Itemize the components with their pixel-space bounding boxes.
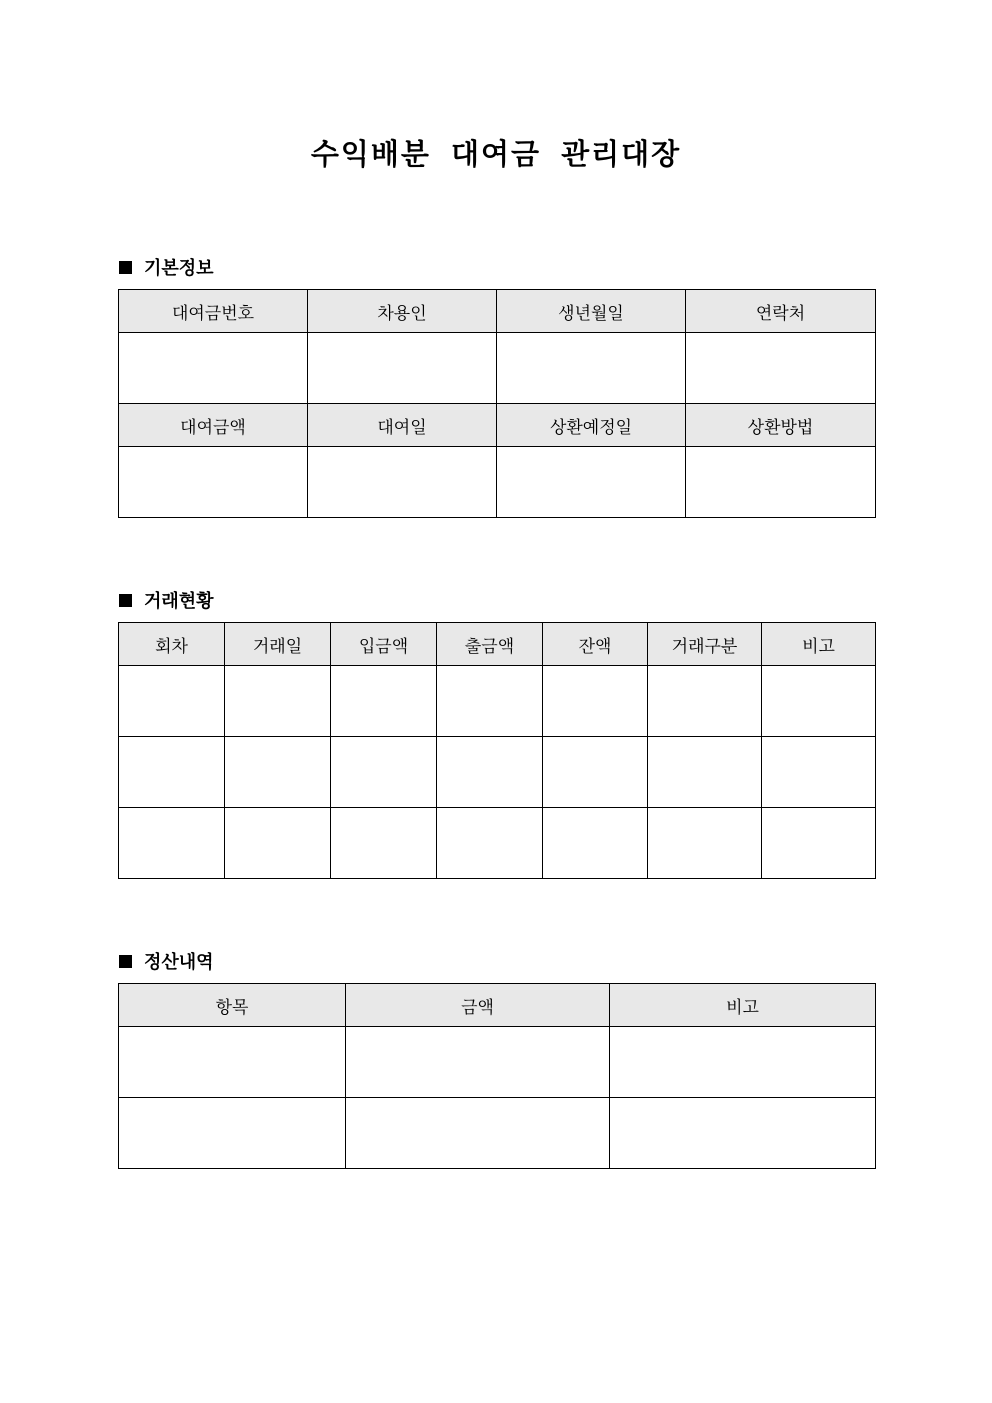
transactions-table	[118, 622, 876, 879]
header-cell: 대여금번호	[119, 290, 308, 333]
input-cell[interactable]	[225, 666, 331, 737]
input-cell[interactable]	[308, 333, 497, 404]
input-cell[interactable]	[119, 1027, 346, 1098]
input-cell[interactable]	[497, 447, 686, 518]
section-heading-basic-info	[119, 254, 214, 280]
input-cell[interactable]	[686, 333, 876, 404]
header-cell: 거래일	[225, 623, 331, 666]
input-cell[interactable]	[437, 737, 543, 808]
table-row	[119, 737, 876, 808]
input-cell[interactable]	[762, 737, 876, 808]
input-cell[interactable]	[119, 447, 308, 518]
input-cell[interactable]	[610, 1027, 876, 1098]
input-cell[interactable]	[762, 666, 876, 737]
section-heading-label: 기본정보	[144, 258, 214, 279]
section-heading-label: 정산내역	[144, 952, 214, 973]
header-cell: 비고	[610, 984, 876, 1027]
table-row	[119, 447, 876, 518]
input-cell[interactable]	[543, 666, 648, 737]
section-heading-settlement	[119, 948, 214, 974]
header-cell: 생년월일	[497, 290, 686, 333]
header-cell: 항목	[119, 984, 346, 1027]
input-cell[interactable]	[331, 737, 437, 808]
table-row	[119, 808, 876, 879]
input-cell[interactable]	[119, 808, 225, 879]
input-cell[interactable]	[346, 1098, 610, 1169]
input-cell[interactable]	[225, 808, 331, 879]
header-cell: 연락처	[686, 290, 876, 333]
basic-info-table	[118, 289, 876, 518]
input-cell[interactable]	[308, 447, 497, 518]
input-cell[interactable]	[437, 666, 543, 737]
input-cell[interactable]	[437, 808, 543, 879]
table-row	[119, 666, 876, 737]
input-cell[interactable]	[648, 808, 762, 879]
input-cell[interactable]	[119, 666, 225, 737]
header-cell: 회차	[119, 623, 225, 666]
header-cell: 대여금액	[119, 404, 308, 447]
header-cell: 비고	[762, 623, 876, 666]
header-cell: 금액	[346, 984, 610, 1027]
section-heading-transactions	[119, 587, 214, 613]
header-cell: 대여일	[308, 404, 497, 447]
input-cell[interactable]	[648, 737, 762, 808]
input-cell[interactable]	[119, 1098, 346, 1169]
table-row	[119, 333, 876, 404]
square-bullet-icon	[119, 594, 132, 607]
input-cell[interactable]	[543, 808, 648, 879]
input-cell[interactable]	[225, 737, 331, 808]
header-cell: 거래구분	[648, 623, 762, 666]
header-cell: 잔액	[543, 623, 648, 666]
header-cell: 상환예정일	[497, 404, 686, 447]
page-title: 수익배분 대여금 관리대장	[310, 137, 682, 171]
table-header-row	[119, 984, 876, 1027]
input-cell[interactable]	[119, 737, 225, 808]
table-header-row	[119, 404, 876, 447]
section-heading-label: 거래현황	[144, 591, 214, 612]
input-cell[interactable]	[331, 666, 437, 737]
header-cell: 차용인	[308, 290, 497, 333]
table-row	[119, 1098, 876, 1169]
input-cell[interactable]	[346, 1027, 610, 1098]
input-cell[interactable]	[610, 1098, 876, 1169]
input-cell[interactable]	[648, 666, 762, 737]
input-cell[interactable]	[497, 333, 686, 404]
square-bullet-icon	[119, 261, 132, 274]
header-cell: 출금액	[437, 623, 543, 666]
header-cell: 입금액	[331, 623, 437, 666]
table-row	[119, 1027, 876, 1098]
input-cell[interactable]	[543, 737, 648, 808]
settlement-table	[118, 983, 876, 1169]
header-cell: 상환방법	[686, 404, 876, 447]
table-header-row	[119, 290, 876, 333]
input-cell[interactable]	[762, 808, 876, 879]
table-header-row	[119, 623, 876, 666]
input-cell[interactable]	[119, 333, 308, 404]
square-bullet-icon	[119, 955, 132, 968]
input-cell[interactable]	[686, 447, 876, 518]
input-cell[interactable]	[331, 808, 437, 879]
